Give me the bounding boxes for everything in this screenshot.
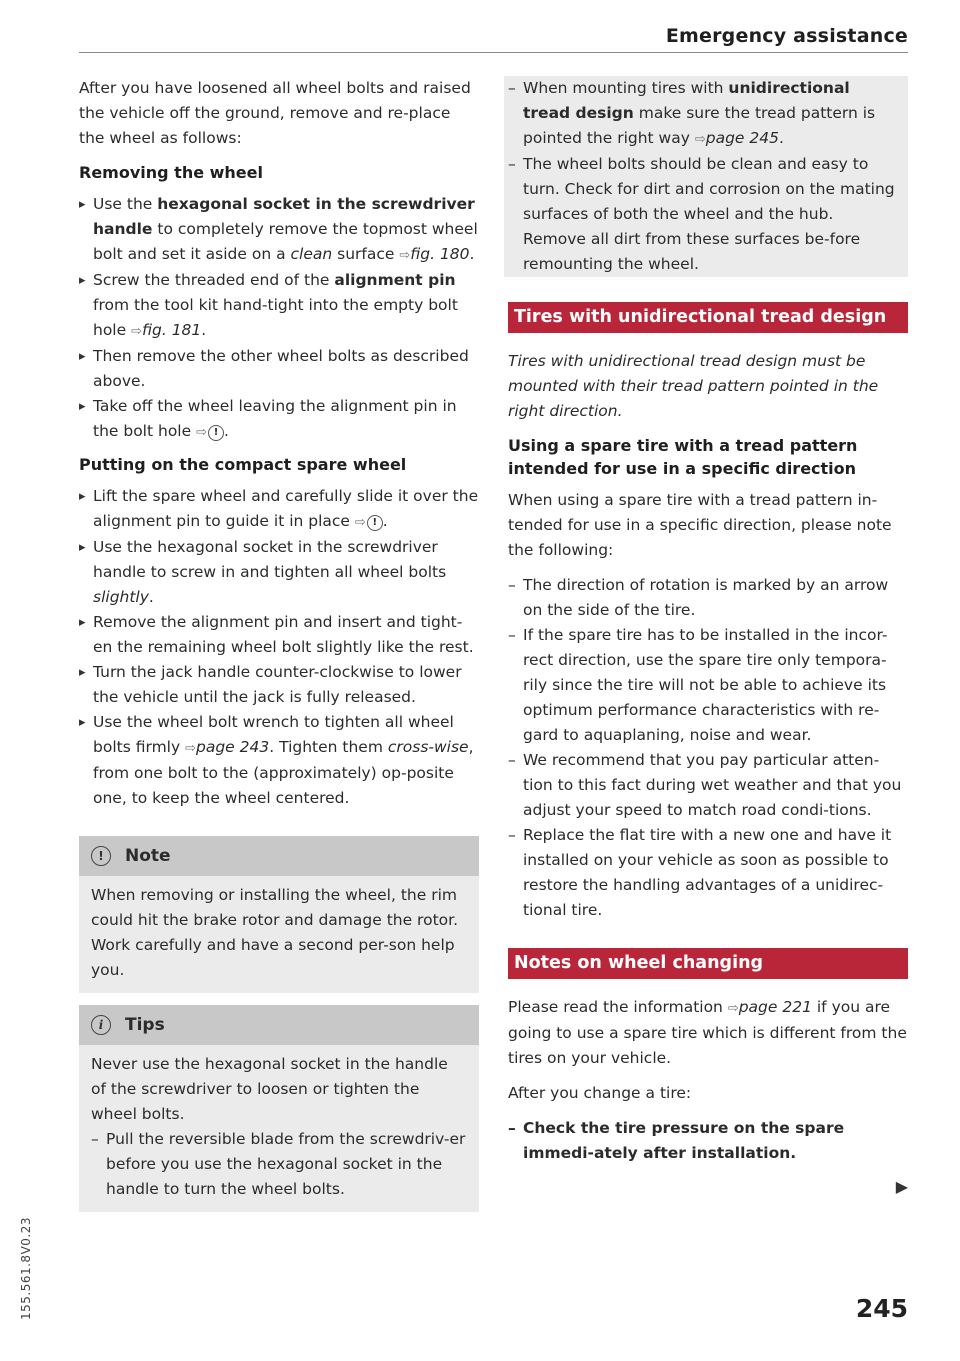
list-item xyxy=(508,823,908,923)
ref-arrow-icon: ⇨ xyxy=(131,324,142,339)
step-bold-text: alignment pin xyxy=(334,271,456,289)
list-item-text: Check the tire pressure on the spare immedi-ately after installation. xyxy=(523,1119,845,1162)
step-bold-text: hexagonal socket in the screwdriver handle xyxy=(93,195,475,238)
ref-arrow-icon: ⇨ xyxy=(185,741,196,756)
putting-step-3 xyxy=(79,610,479,660)
spare-tire-list xyxy=(508,573,908,923)
running-header-title: Emergency assistance xyxy=(665,25,908,47)
note-box xyxy=(79,836,479,993)
putting-step-4 xyxy=(79,660,479,710)
document-code: 155.561.8V0.23 xyxy=(19,1217,33,1320)
item-text: When mounting tires with xyxy=(523,79,729,97)
right-column xyxy=(508,76,908,1166)
removing-wheel-heading: Removing the wheel xyxy=(79,163,263,182)
dash-bullet: – xyxy=(508,155,516,173)
step-text: . Tighten them xyxy=(269,738,388,756)
step-text: Lift the spare wheel and carefully slide it over the alignment pin to guide it in place xyxy=(93,487,479,530)
list-item xyxy=(508,623,908,748)
step-text: Screw the threaded end of the xyxy=(93,271,335,289)
tips-list xyxy=(91,1127,467,1202)
ref-arrow-icon: ⇨ xyxy=(694,132,706,147)
step-text: Use the wheel bolt wrench to tighten all wheel bolts firmly xyxy=(93,713,454,756)
tips-item-text: Pull the reversible blade from the screwdriv-er before you use the hexagonal socket in the handle to turn the wheel bolts. xyxy=(106,1130,466,1198)
page-221-link[interactable] xyxy=(728,998,812,1016)
step-text: from the tool kit hand-tight into the empty bolt hole xyxy=(93,296,458,339)
item-text: The wheel bolts should be clean and easy to turn. Check for dirt and corrosion on the mating surfaces of both the wheel and the hub. Remove all dirt from these surfaces be-fore remounting the wheel. xyxy=(523,155,895,273)
ref-label: page 245 xyxy=(705,129,779,147)
putting-step-2 xyxy=(79,535,479,610)
list-item-text: Replace the flat tire with a new one and have it installed on your vehicle as soon as possible to restore the handling advantages of a unidirec-tional tire. xyxy=(523,826,892,919)
putting-steps-list xyxy=(79,484,479,811)
exclamation-circle-icon: ! xyxy=(91,846,111,866)
continue-arrow-icon[interactable]: ▶ xyxy=(895,1177,908,1196)
item-text: make sure the tread pattern is pointed the right way xyxy=(523,104,876,147)
page-number: 245 xyxy=(855,1294,908,1323)
step-italic-text: slightly xyxy=(93,588,149,606)
continued-list xyxy=(508,76,898,277)
putting-step-5 xyxy=(79,710,479,811)
spare-tire-direction-heading: Using a spare tire with a tread pattern intended for use in a specific direction xyxy=(508,436,858,478)
item-bold-text: unidirectional tread design xyxy=(523,79,850,122)
removing-step-4 xyxy=(79,394,479,445)
tips-header xyxy=(79,1005,479,1045)
caution-ref-icon[interactable]: ! xyxy=(208,425,224,441)
step-text: to completely remove the topmost wheel bolt and set it aside on a xyxy=(93,220,478,263)
step-italic-text: cross-wise xyxy=(387,738,469,756)
caution-ref-icon[interactable]: ! xyxy=(367,515,383,531)
step-text: , from one bolt to the (approximately) op-posite one, to keep the wheel centered. xyxy=(93,738,474,807)
para-text: Please read the information xyxy=(508,998,728,1016)
page-243-link[interactable] xyxy=(185,738,269,756)
fig-181-link[interactable] xyxy=(131,321,201,339)
step-text: Use the xyxy=(93,195,158,213)
step-text: surface xyxy=(332,245,400,263)
ref-arrow-icon: ⇨ xyxy=(196,425,207,440)
step-text: Take off the wheel leaving the alignment pin in the bolt hole xyxy=(93,397,457,440)
para-text: if you are going to use a spare tire which is different from the tires on your vehicle. xyxy=(508,998,907,1067)
fig-180-link[interactable] xyxy=(399,245,469,263)
ref-label: page 221 xyxy=(738,998,812,1016)
ref-label: fig. 180 xyxy=(410,245,470,263)
spare-tire-paragraph: When using a spare tire with a tread pattern in-tended for use in a specific direction, please note the following: xyxy=(508,491,892,559)
ref-label: page 243 xyxy=(195,738,270,756)
ref-arrow-icon: ⇨ xyxy=(399,248,411,263)
dash-bullet: – xyxy=(508,79,516,97)
step-end: . xyxy=(148,588,154,606)
list-item-text: If the spare tire has to be installed in the incor-rect direction, use the spare tire only tempora-rily since the tire will not be able to achieve its optimum performance characteristics with re-gard to aquaplaning, noise and wear. xyxy=(523,626,888,744)
step-end: . xyxy=(201,321,207,339)
dash-bullet: – xyxy=(91,1130,99,1148)
tips-item xyxy=(91,1127,467,1202)
ref-label: fig. 181 xyxy=(141,321,202,339)
dash-bullet: – xyxy=(508,826,516,844)
removing-steps-list xyxy=(79,192,479,445)
left-column xyxy=(79,76,479,1212)
after-change-list xyxy=(508,1116,908,1166)
note-body: When removing or installing the wheel, the rim could hit the brake rotor and damage the rotor. Work carefully and have a second per-son help you. xyxy=(91,886,459,979)
putting-step-1 xyxy=(79,484,479,535)
dash-bullet: – xyxy=(508,1119,516,1137)
removing-step-3 xyxy=(79,344,479,394)
tips-body xyxy=(79,1045,479,1212)
putting-spare-heading: Putting on the compact spare wheel xyxy=(79,455,407,474)
tips-box xyxy=(79,1005,479,1212)
section-intro: Tires with unidirectional tread design must be mounted with their tread pattern pointed in the right direction. xyxy=(508,352,879,420)
info-circle-icon: i xyxy=(91,1015,111,1035)
dash-bullet: – xyxy=(508,576,516,594)
step-end: . xyxy=(382,512,388,530)
list-item-text: The direction of rotation is marked by an arrow on the side of the tire. xyxy=(523,576,889,619)
section-title-unidirectional: Tires with unidirectional tread design xyxy=(508,302,908,333)
page-245-link[interactable] xyxy=(695,129,779,147)
note-title: Note xyxy=(125,845,171,866)
note-header xyxy=(79,836,479,876)
continued-warning-box xyxy=(504,76,908,277)
continued-item-2 xyxy=(508,152,898,277)
dash-bullet: – xyxy=(508,751,516,769)
removing-step-2 xyxy=(79,268,479,344)
continued-item-1 xyxy=(508,76,898,152)
step-text: Use the hexagonal socket in the screwdriver handle to screw in and tighten all wheel bolts xyxy=(93,538,447,581)
step-text: Then remove the other wheel bolts as described above. xyxy=(93,347,469,390)
tips-title: Tips xyxy=(125,1014,165,1035)
step-text: Remove the alignment pin and insert and tight-en the remaining wheel bolt slightly like the rest. xyxy=(93,613,474,656)
step-end: . xyxy=(469,245,475,263)
ref-arrow-icon: ⇨ xyxy=(354,515,366,530)
after-change-paragraph: After you change a tire: xyxy=(508,1084,692,1102)
list-item-text: We recommend that you pay particular atten-tion to this fact during wet weather and that you adjust your speed to match road condi-tions. xyxy=(523,751,902,819)
ref-arrow-icon: ⇨ xyxy=(727,1001,739,1016)
step-end: . xyxy=(223,422,229,440)
intro-paragraph: After you have loosened all wheel bolts and raised the vehicle off the ground, remove and re-place the wheel as follows: xyxy=(79,79,471,147)
list-item xyxy=(508,573,908,623)
removing-step-1 xyxy=(79,192,479,268)
header-rule xyxy=(79,52,908,53)
step-italic-text: clean xyxy=(290,245,333,263)
list-item xyxy=(508,748,908,823)
section-title-wheel-changing: Notes on wheel changing xyxy=(508,948,908,979)
item-end: . xyxy=(778,129,784,147)
tips-text: Never use the hexagonal socket in the handle of the screwdriver to loosen or tighten the wheel bolts. xyxy=(91,1055,448,1123)
step-text: Turn the jack handle counter-clockwise to lower the vehicle until the jack is fully released. xyxy=(93,663,462,706)
list-item xyxy=(508,1116,908,1166)
wheel-changing-paragraph xyxy=(508,995,908,1071)
dash-bullet: – xyxy=(508,626,516,644)
